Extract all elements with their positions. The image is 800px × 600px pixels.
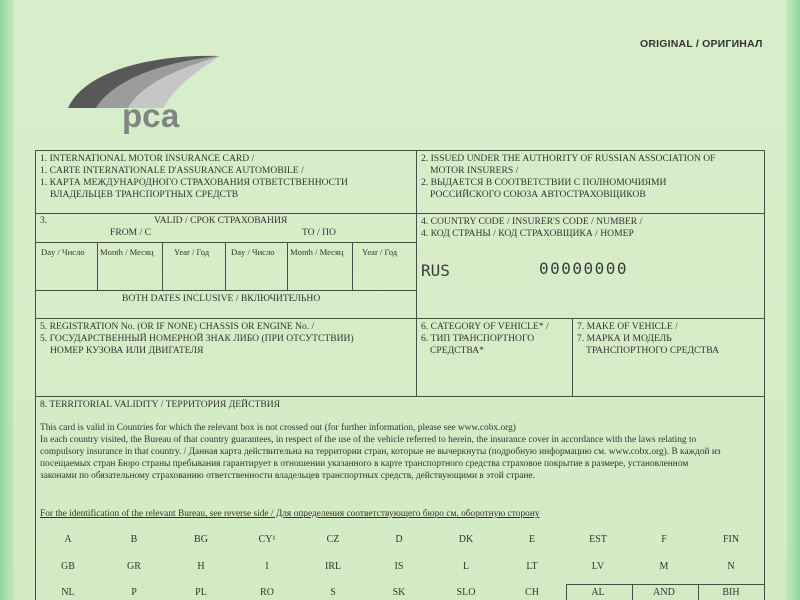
- sec4-line1: 4. COUNTRY CODE / INSURER'S CODE / NUMBER /: [421, 216, 643, 227]
- country-code[interactable]: D: [395, 534, 403, 545]
- country-code[interactable]: LT: [526, 561, 538, 572]
- country-code[interactable]: SLO: [456, 587, 476, 598]
- country-code[interactable]: CZ: [326, 534, 340, 545]
- from-year-field[interactable]: [164, 260, 224, 289]
- sec7-line3: ТРАНСПОРТНОГО СРЕДСТВА: [586, 345, 720, 356]
- rule-date-col4: [287, 242, 288, 290]
- from-year-header: Year / Год: [174, 247, 210, 257]
- to-day-field[interactable]: [227, 260, 286, 289]
- country-code[interactable]: DK: [458, 534, 474, 545]
- country-code[interactable]: NL: [61, 587, 75, 598]
- sec6-line3: СРЕДСТВА*: [430, 345, 484, 356]
- sec7-line1: 7. MAKE OF VEHICLE /: [577, 321, 678, 332]
- sec4-line2: 4. КОД СТРАНЫ / КОД СТРАХОВЩИКА / НОМЕР: [421, 228, 634, 239]
- country-code[interactable]: CH: [525, 587, 539, 598]
- frame-left: [35, 150, 36, 600]
- country-code[interactable]: CY¹: [258, 534, 276, 545]
- sec7-line2: 7. МАРКА И МОДЕЛЬ: [577, 333, 672, 344]
- bureau-reference-note: For the identification of the relevant Bureau, see reverse side / Для определения соответствующего бюро см. оборотную сторону: [40, 509, 540, 519]
- country-code[interactable]: I: [265, 561, 269, 572]
- rule-row3-bottom: [35, 396, 765, 397]
- registration-field[interactable]: [37, 358, 414, 394]
- sec8-title: 8. TERRITORIAL VALIDITY / ТЕРРИТОРИЯ ДЕЙСТВИЯ: [40, 399, 281, 410]
- sec2-line4: РОССИЙСКОГО СОЮЗА АВТОСТРАХОВЩИКОВ: [430, 189, 646, 200]
- sec5-line2: 5. ГОСУДАРСТВЕННЫЙ НОМЕРНОЙ ЗНАК ЛИБО (ПРИ ОТСУТСТВИИ): [40, 333, 354, 344]
- sec2-line1: 2. ISSUED UNDER THE AUTHORITY OF RUSSIAN ASSOCIATION OF: [421, 153, 716, 164]
- rsa-logo: [60, 48, 240, 140]
- sec6-line2: 6. ТИП ТРАНСПОРТНОГО: [421, 333, 535, 344]
- sec8-body-line4: посещаемых стран Бюро страны пребывания гарантирует в отношении указанного в карте транспортного средства страховое покрытие в размере, установленном: [40, 459, 689, 469]
- sec1-line2: 1. CARTE INTERNATIONALE D'ASSURANCE AUTOMOBILE /: [40, 165, 304, 176]
- country-code[interactable]: N: [727, 561, 735, 572]
- sec8-body-line1: This card is valid in Countries for which the relevant box is not crossed out (for further information, please see www.cobx.org): [40, 423, 516, 433]
- sec1-line1: 1. INTERNATIONAL MOTOR INSURANCE CARD /: [40, 153, 255, 164]
- country-code[interactable]: SK: [392, 587, 406, 598]
- country-code[interactable]: AND: [653, 587, 675, 598]
- sec3-title: VALID / СРОК СТРАХОВАНИЯ: [154, 215, 288, 226]
- country-box-divider3: [698, 584, 699, 600]
- sec3-to-label: TO / ПО: [302, 227, 336, 238]
- from-month-field[interactable]: [99, 260, 161, 289]
- country-code[interactable]: GB: [61, 561, 75, 572]
- country-code[interactable]: IRL: [324, 561, 342, 572]
- sec2-line3: 2. ВЫДАЕТСЯ В СООТВЕТСТВИИ С ПОЛНОМОЧИЯМИ: [421, 177, 667, 188]
- country-code[interactable]: E: [528, 534, 536, 545]
- to-day-header: Day / Число: [231, 247, 275, 257]
- country-code[interactable]: H: [197, 561, 205, 572]
- to-year-header: Year / Год: [362, 247, 398, 257]
- country-code-value: RUS: [421, 261, 450, 280]
- from-day-header: Day / Число: [41, 247, 85, 257]
- sec1-line4: ВЛАДЕЛЬЦЕВ ТРАНСПОРТНЫХ СРЕДСТВ: [50, 189, 239, 200]
- left-green-edge: [0, 0, 14, 600]
- country-code[interactable]: L: [462, 561, 470, 572]
- country-code[interactable]: S: [330, 587, 336, 598]
- sec6-line1: 6. CATEGORY OF VEHICLE* /: [421, 321, 549, 332]
- country-code[interactable]: EST: [589, 534, 607, 545]
- from-day-field[interactable]: [37, 260, 96, 289]
- insurer-number-value: 00000000: [539, 259, 629, 278]
- rule-date-col3: [225, 242, 226, 290]
- sec1-line3: 1. КАРТА МЕЖДУНАРОДНОГО СТРАХОВАНИЯ ОТВЕТСТВЕННОСТИ: [40, 177, 348, 188]
- sec3-from-label: FROM / С: [110, 227, 152, 238]
- rule-date-col1: [97, 242, 98, 290]
- country-box-divider1: [566, 584, 567, 600]
- sec2-line2: MOTOR INSURERS /: [430, 165, 519, 176]
- sec8-body-line5: законами по обязательному страхованию ответственности владельцев транспортных средств, действующими в этой стране.: [40, 471, 535, 481]
- rule-date-col5: [352, 242, 353, 290]
- vehicle-category-field[interactable]: [418, 358, 570, 394]
- sec5-line1: 5. REGISTRATION No. (OR IF NONE) CHASSIS OR ENGINE No. /: [40, 321, 315, 332]
- sec8-body-line2: In each country visited, the Bureau of that country guarantees, in respect of the use of the vehicle referred to herein, the insurance cover in accordance with the laws relating to: [40, 435, 697, 445]
- rule-date-col2: [162, 242, 163, 290]
- dates-inclusive-note: BOTH DATES INCLUSIVE / ВКЛЮЧИТЕЛЬНО: [122, 293, 321, 304]
- rule-sec3-dates: [35, 290, 416, 291]
- original-mark: ORIGINAL / ОРИГИНАЛ: [640, 38, 763, 50]
- frame-right: [764, 150, 765, 600]
- sec5-line3: НОМЕР КУЗОВА ИЛИ ДВИГАТЕЛЯ: [50, 345, 204, 356]
- country-code[interactable]: RO: [260, 587, 274, 598]
- country-code[interactable]: F: [661, 534, 667, 545]
- logo-text: рса: [122, 97, 180, 134]
- from-month-header: Month / Месяц: [100, 247, 154, 257]
- country-code[interactable]: IS: [394, 561, 404, 572]
- country-code[interactable]: BIH: [722, 587, 740, 598]
- country-code[interactable]: LV: [591, 561, 605, 572]
- country-code[interactable]: P: [131, 587, 137, 598]
- rule-row2-bottom: [35, 318, 765, 319]
- country-code[interactable]: M: [659, 561, 669, 572]
- frame-top: [35, 150, 765, 151]
- country-code[interactable]: FIN: [722, 534, 740, 545]
- country-code[interactable]: B: [130, 534, 138, 545]
- country-code[interactable]: AL: [591, 587, 605, 598]
- to-month-header: Month / Месяц: [290, 247, 344, 257]
- country-code[interactable]: PL: [195, 587, 207, 598]
- sec8-body-line3: compulsory insurance in that country. / Данная карта действительна на территории стран, которые не вычеркнуты (подробную информацию см. www.cobx.org). В каждой из: [40, 447, 721, 457]
- sec3-number: 3.: [40, 215, 48, 226]
- rule-row1-bottom: [35, 213, 765, 214]
- country-box-top: [566, 584, 765, 585]
- right-green-edge: [786, 0, 800, 600]
- to-month-field[interactable]: [289, 260, 351, 289]
- rule-sec6-sec7: [572, 318, 573, 396]
- vehicle-make-field[interactable]: [574, 358, 762, 394]
- country-code[interactable]: GR: [127, 561, 141, 572]
- country-code[interactable]: BG: [194, 534, 208, 545]
- to-year-field[interactable]: [354, 260, 415, 289]
- rule-mid-vertical: [416, 150, 417, 396]
- country-code[interactable]: A: [64, 534, 72, 545]
- country-box-divider2: [632, 584, 633, 600]
